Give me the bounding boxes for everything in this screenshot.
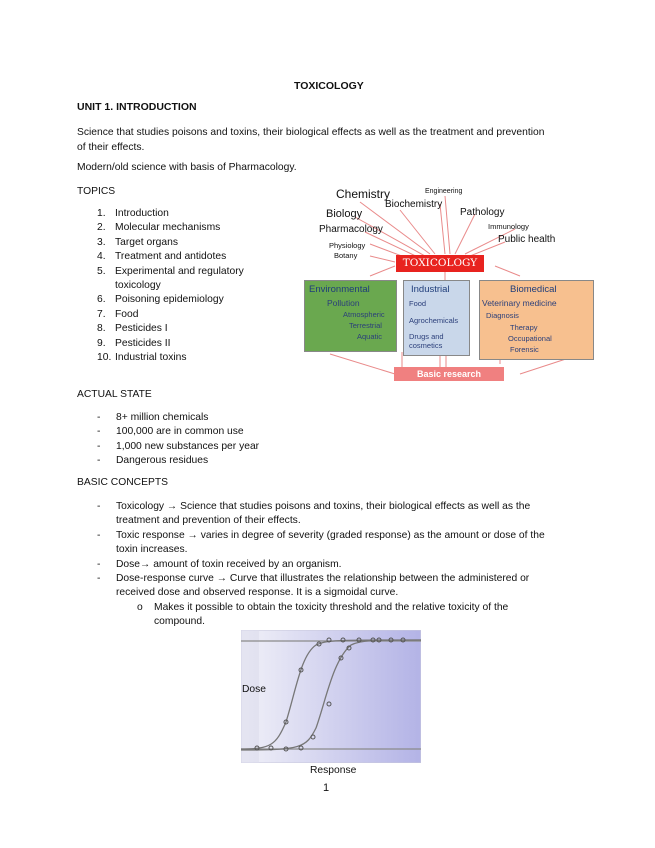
topics-heading: TOPICS — [77, 186, 116, 197]
definition-line: of their effects. — [77, 142, 145, 153]
dose-response-graph — [241, 630, 421, 763]
actual-state-item: - 8+ million chemicals — [97, 412, 209, 423]
page-number: 1 — [323, 782, 330, 794]
topic-item: 1. Introduction — [97, 208, 169, 219]
discipline-chemistry: Chemistry — [336, 187, 391, 201]
actual-state-item: - 1,000 new substances per year — [97, 440, 260, 452]
environmental-terrestrial: Terrestrial — [349, 321, 382, 330]
environmental-box — [304, 280, 397, 352]
topic-item: 2. Molecular mechanisms — [97, 222, 221, 234]
sub-bullet: o Makes it possible to obtain the toxicity threshold and the relative toxicity of the compound. — [137, 601, 547, 630]
definition-line: Science that studies poisons and toxins, their biological effects as well as the treatment and prevention — [77, 127, 545, 138]
concept-item: - Dose-response curve → Curve that illustrates the relationship between the administered or received dose and observed response. It is a sigmoidal curve. — [97, 573, 530, 599]
basic-concepts-heading: BASIC CONCEPTS — [77, 477, 168, 488]
topic-item: 4. Treatment and antidotes — [97, 251, 227, 263]
definition-paragraph — [77, 125, 544, 155]
topic-item: 7. Food — [97, 308, 139, 320]
industrial-drugs: Drugs and — [409, 332, 444, 341]
dose-response-curves — [241, 630, 421, 763]
environmental-pollution: Pollution — [327, 298, 360, 308]
basic-research-box: Basic research — [394, 367, 504, 381]
biomedical-therapy: Therapy — [510, 323, 538, 332]
actual-state-item: - Dangerous residues — [97, 455, 209, 467]
biomedical-forensic: Forensic — [510, 345, 539, 354]
toxicology-diagram — [300, 184, 600, 384]
toxicology-box: TOXICOLOGY — [396, 255, 484, 272]
biomedical-diagnosis: Diagnosis — [486, 311, 519, 320]
biomedical-occupational: Occupational — [508, 334, 552, 343]
industrial-box — [403, 280, 470, 356]
document-title: TOXICOLOGY — [294, 80, 364, 92]
biomedical-title: Biomedical — [510, 284, 557, 295]
discipline-engineering: Engineering — [425, 188, 463, 195]
concept-item: - Toxic response → varies in degree of severity (graded response) as the amount or dose of the toxin increases. — [97, 529, 545, 556]
discipline-pharmacology: Pharmacology — [319, 224, 383, 235]
topic-item: 8. Pesticides I — [97, 323, 168, 335]
topic-item: 6. Poisoning epidemiology — [97, 294, 224, 306]
discipline-immunology: Immunology — [488, 222, 529, 231]
discipline-public-health: Public health — [498, 234, 556, 245]
topics-list — [97, 207, 287, 365]
sub-bullet-marker: o — [137, 602, 143, 613]
graph-dose-label: Dose — [242, 684, 267, 695]
topic-item: 5. Experimental and regulatory toxicology — [97, 265, 244, 292]
industrial-food: Food — [409, 299, 427, 308]
topic-item: 10. Industrial toxins — [97, 352, 187, 364]
actual-state-list — [97, 411, 259, 469]
topic-item: 9. Pesticides II — [97, 337, 171, 349]
biomedical-veterinary: Veterinary medicine — [482, 298, 557, 308]
concepts-list — [97, 500, 567, 601]
industrial-cosmetics: cosmetics — [409, 341, 443, 350]
environmental-aquatic: Aquatic — [357, 332, 383, 341]
discipline-biochemistry: Biochemistry — [385, 199, 443, 210]
actual-state-heading: ACTUAL STATE — [77, 389, 152, 400]
concept-item: - Toxicology → Science that studies poisons and toxins, their biological effects as well as the treatment and prevention of their effects. — [97, 501, 531, 527]
discipline-botany: Botany — [334, 251, 358, 260]
biomedical-box — [479, 280, 594, 360]
actual-state-item: - 100,000 are in common use — [97, 426, 244, 438]
industrial-title: Industrial — [411, 284, 450, 295]
graph-response-label: Response — [310, 765, 357, 776]
concept-item: - Dose→ amount of toxin received by an organism. — [97, 558, 342, 570]
discipline-physiology: Physiology — [329, 241, 366, 250]
environmental-title: Environmental — [309, 284, 370, 295]
unit-heading: UNIT 1. INTRODUCTION — [77, 101, 197, 113]
discipline-pathology: Pathology — [460, 207, 505, 218]
discipline-biology: Biology — [326, 208, 363, 220]
industrial-agrochemicals: Agrochemicals — [409, 316, 459, 325]
environmental-atmospheric: Atmospheric — [343, 310, 385, 319]
modern-line: Modern/old science with basis of Pharmacology. — [77, 162, 297, 173]
topic-item: 3. Target organs — [97, 236, 178, 248]
